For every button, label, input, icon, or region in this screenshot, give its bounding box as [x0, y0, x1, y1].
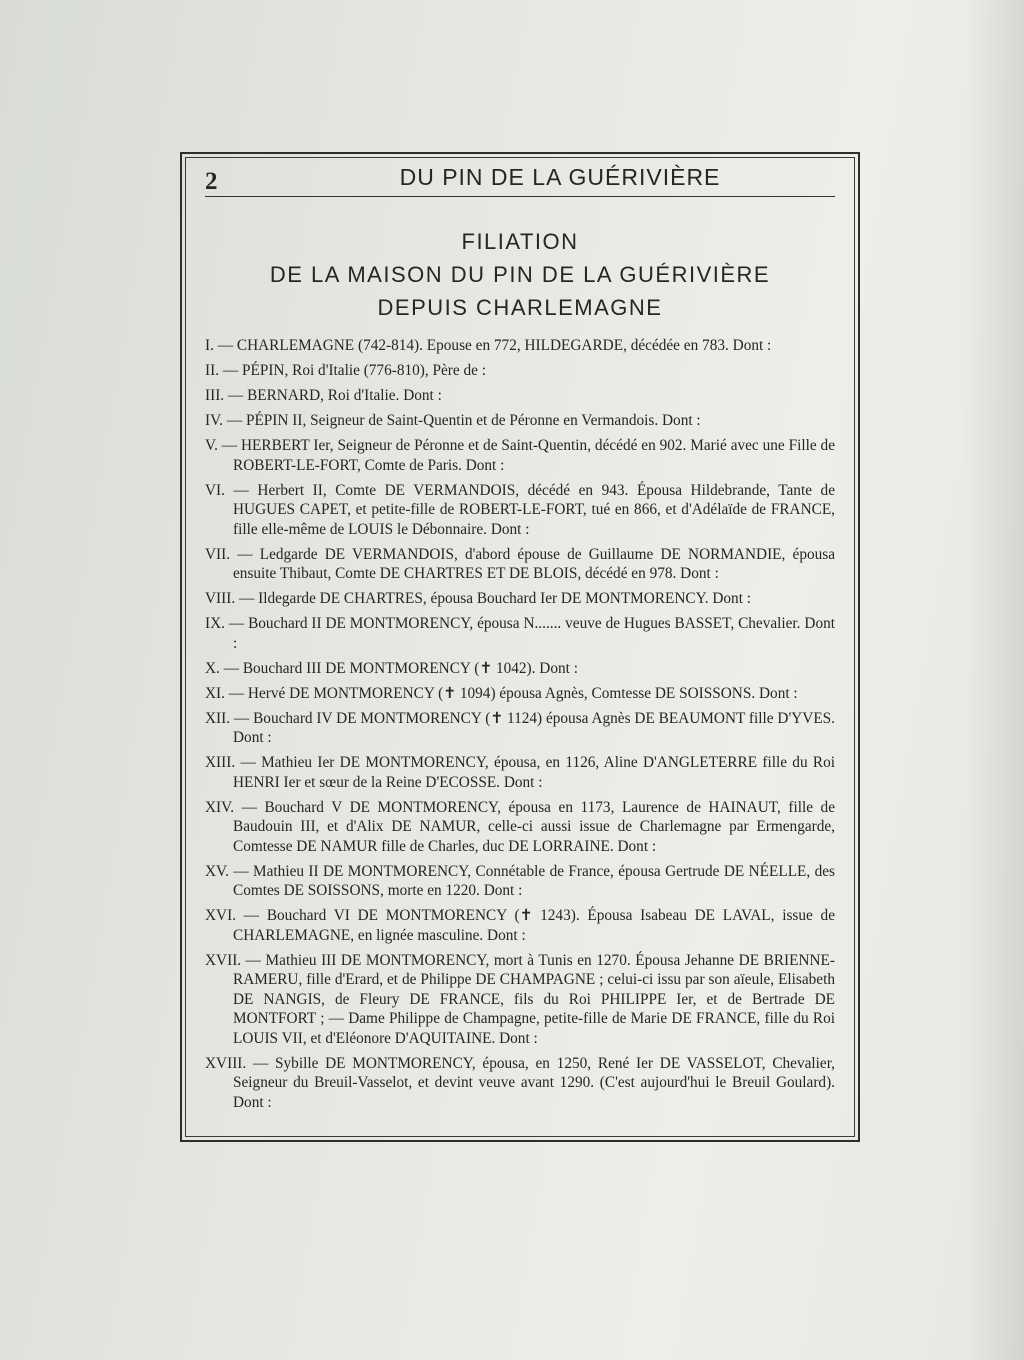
- running-title: DU PIN DE LA GUÉRIVIÈRE: [399, 164, 721, 190]
- filiation-entry: [205, 798, 835, 857]
- filiation-entry: [205, 906, 835, 945]
- entry-numeral: XI. —: [205, 684, 245, 702]
- entry-numeral: XVII. —: [205, 951, 261, 969]
- filiation-entry: [205, 753, 835, 792]
- page-number: 2: [205, 168, 218, 195]
- entry-numeral: XVI. —: [205, 907, 260, 924]
- entry-text: HERBERT Ier, Seigneur de Péronne et de Saint-Quentin, décédé en 902. Marié avec une Fille de ROBERT-LE-FORT, Comte de Paris. Dont :: [233, 437, 835, 474]
- filiation-entry: [205, 386, 835, 406]
- entry-numeral: XII. —: [205, 709, 250, 727]
- page-edge-shadow: [964, 0, 1024, 1360]
- filiation-list: [205, 336, 835, 1112]
- filiation-entry: [205, 361, 835, 381]
- filiation-entry: [205, 436, 835, 475]
- entry-text: Mathieu III DE MONTMORENCY, mort à Tunis en 1270. Épousa Jehanne DE BRIENNE-RAMERU, fille d'Erard, et de Philippe DE CHAMPAGNE ; celui-ci issu par son aïeule, Elisabeth DE NANGIS, de Fleury DE FRANCE, fils du Roi PHILIPPE Ier, et de Bertrade DE MONTFORT ; — Dame Philippe de Champagne, petite-fille de Marie DE FRANCE, fille du Roi LOUIS VII, et d'Eléonore D'AQUITAINE. Dont :: [233, 951, 835, 1047]
- entry-text: Hervé DE MONTMORENCY (✝ 1094) épousa Agnès, Comtesse DE SOISSONS. Dont :: [247, 684, 798, 702]
- entry-text: Bouchard VI DE MONTMORENCY (✝ 1243). Épousa Isabeau DE LAVAL, issue de CHARLEMAGNE, en lignée masculine. Dont :: [233, 907, 835, 944]
- entry-numeral: VII. —: [205, 545, 253, 563]
- entry-text: Bouchard IV DE MONTMORENCY (✝ 1124) épousa Agnès DE BEAUMONT fille D'YVES. Dont :: [233, 709, 835, 746]
- entry-text: Bouchard III DE MONTMORENCY (✝ 1042). Dont :: [242, 659, 578, 677]
- entry-numeral: VI. —: [205, 481, 249, 499]
- entry-numeral: VIII. —: [205, 590, 255, 607]
- entry-text: Herbert II, Comte DE VERMANDOIS, décédé en 943. Épousa Hildebrande, Tante de HUGUES CAPET, et petite-fille de ROBERT-LE-FORT, tué en 866, et d'Adélaïde de FRANCE, fille elle-même de LOUIS le Débonnaire. Dont :: [233, 481, 835, 538]
- entry-text: Ildegarde DE CHARTRES, épousa Bouchard Ier DE MONTMORENCY. Dont :: [258, 590, 752, 607]
- entry-numeral: IX. —: [205, 615, 245, 632]
- section-heading: [205, 225, 835, 324]
- entry-text: Ledgarde DE VERMANDOIS, d'abord épouse de Guillaume DE NORMANDIE, épousa ensuite Thibaut, Comte DE CHARTRES ET DE BLOIS, décédé en 978. Dont :: [233, 545, 836, 582]
- entry-numeral: XIV. —: [205, 798, 257, 816]
- entry-numeral: XVIII. —: [205, 1054, 269, 1072]
- filiation-entry: [205, 1054, 835, 1113]
- entry-text: Mathieu Ier DE MONTMORENCY, épousa, en 1126, Aline D'ANGLETERRE fille du Roi HENRI Ier et sœur de la Reine D'ECOSSE. Dont :: [233, 754, 835, 791]
- filiation-entry: [205, 411, 835, 431]
- filiation-entry: [205, 589, 835, 609]
- entry-text: Sybille DE MONTMORENCY, épousa, en 1250, René Ier DE VASSELOT, Chevalier, Seigneur du Breuil-Vasselot, et devint veuve avant 1290. (C'est aujourd'hui le Breuil Goulard). Dont :: [233, 1054, 835, 1111]
- entry-numeral: X. —: [205, 659, 239, 677]
- heading-line-3: DEPUIS CHARLEMAGNE: [377, 295, 663, 320]
- entry-numeral: XV. —: [205, 862, 249, 880]
- filiation-entry: [205, 709, 835, 748]
- page-content: [205, 160, 835, 1118]
- entry-numeral: IV. —: [205, 412, 243, 429]
- filiation-entry: [205, 951, 835, 1049]
- filiation-entry: [205, 614, 835, 653]
- entry-numeral: I. —: [205, 337, 234, 354]
- entry-numeral: III. —: [205, 387, 244, 404]
- heading-line-2: DE LA MAISON DU PIN DE LA GUÉRIVIÈRE: [269, 262, 771, 287]
- entry-numeral: II. —: [205, 362, 239, 379]
- entry-text: CHARLEMAGNE (742-814). Epouse en 772, HILDEGARDE, décédée en 783. Dont :: [236, 337, 772, 354]
- filiation-entry: [205, 481, 835, 540]
- entry-text: BERNARD, Roi d'Italie. Dont :: [247, 387, 442, 404]
- entry-numeral: V. —: [205, 437, 238, 454]
- running-head: [205, 160, 835, 197]
- filiation-entry: [205, 862, 835, 901]
- entry-text: PÉPIN, Roi d'Italie (776-810), Père de :: [241, 362, 487, 379]
- filiation-entry: [205, 545, 835, 584]
- filiation-entry: [205, 684, 835, 704]
- entry-text: PÉPIN II, Seigneur de Saint-Quentin et de Péronne en Vermandois. Dont :: [245, 412, 701, 429]
- entry-numeral: XIII. —: [205, 754, 256, 771]
- entry-text: Mathieu II DE MONTMORENCY, Connétable de France, épousa Gertrude DE NÉELLE, des Comtes DE SOISSONS, morte en 1220. Dont :: [233, 862, 835, 899]
- entry-text: Bouchard V DE MONTMORENCY, épousa en 1173, Laurence de HAINAUT, fille de Baudouin III, et d'Alix DE NAMUR, celle-ci aussi issue de Charlemagne par Ermengarde, Comtesse DE NAMUR fille de Charles, duc DE LORRAINE. Dont :: [233, 798, 835, 855]
- heading-line-1: FILIATION: [461, 229, 579, 254]
- filiation-entry: [205, 336, 835, 356]
- entry-text: Bouchard II DE MONTMORENCY, épousa N....... veuve de Hugues BASSET, Chevalier. Dont :: [233, 615, 835, 652]
- filiation-entry: [205, 659, 835, 679]
